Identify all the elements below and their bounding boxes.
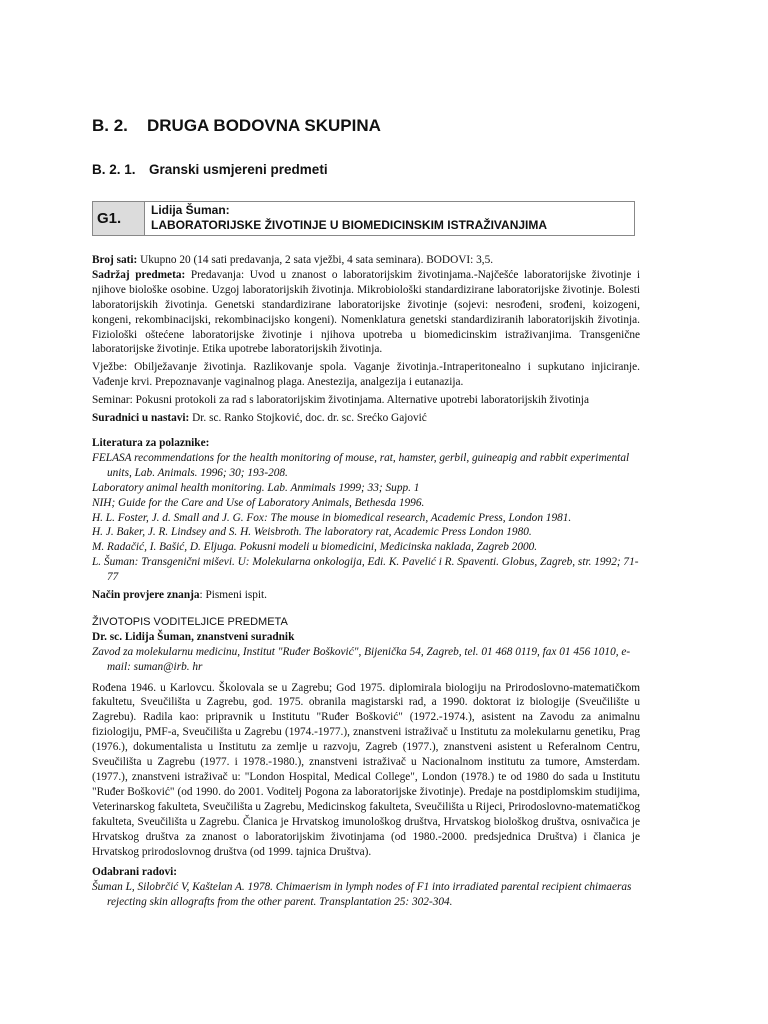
literature-item: L. Šuman: Transgenični miševi. U: Molekularna onkologija, Edi. K. Pavelić i R. Spaventi. Globus, Zagreb, str. 1992; 71-77 <box>92 556 639 584</box>
literature-item: NIH; Guide for the Care and Use of Laboratory Animals, Bethesda 1996. <box>92 496 425 509</box>
course-header-box <box>92 201 635 236</box>
assessment-paragraph <box>92 588 640 603</box>
associates-label: Suradnici u nastavi: <box>92 412 190 425</box>
hours-label: Broj sati: <box>92 254 138 266</box>
subsection-heading <box>92 162 328 177</box>
subsection-title: Granski usmjereni predmeti <box>149 162 328 177</box>
cv-bio: Rođena 1946. u Karlovcu. Školovala se u Zagrebu; God 1975. diplomirala biologiju na Prirodoslovno-matematičkom fakultetu, Sveučilišta u Zagrebu, god. 1975. obranila magistarski rad, a 1990. doktorat iz biologije (Sveučilište u Zagrebu). Radila kao: pripravnik u Institutu "Ruđer Bošković" (1972.-1974.), asistent na Zavodu za animalnu fiziologiju, PMF-a, Sveučilišta u Zagrebu (1974.-1977.), znanstveni istraživač u Institutu za molekularnu genetiku, Prag (1976.), dokumentalista u Institutu za zemlje u razvoju, Zagreb (1977.), znanstveni asistent u Referalnom Centru, Sveučilišta u Zagrebu (1977. i 1978.-1980.), znanstveni istraživač u Nacionalnom institutu za tumore, Amsterdam. (1977.), znanstveni istraživač u: "London Hospital, Medical College", London (1978.) te od 1980 do sada u Institutu "Ruđer Bošković" (od 1990. do 2001. Voditelj Pogona za laboratorijske životinje). Predaje na postdiplomskim studijima, Veterinarskog fakulteta, Sveučilišta u Zagrebu, Medicinskog fakulteta, Sveučilišta u Rijeci, Prirodoslovno-matematičkog fakulteta, Sveučilišta u Zagrebu. Članica je Hrvatskog imunološkog društva, Hrvatskog biološkog društva, osnivačica je Hrvatskog društva za znanost o laboratorijskim životinjama (od 1980.-2000. predsjednica Društva) i članica je Hrvatskog prirodoslovnog društva (od 1999. tajnica Društva). <box>92 681 640 858</box>
section-title: DRUGA BODOVNA SKUPINA <box>147 116 381 135</box>
course-lecturer: Lidija Šuman: <box>151 203 230 217</box>
cv-name: Dr. sc. Lidija Šuman, znanstveni suradnik <box>92 630 295 643</box>
course-info <box>145 202 634 235</box>
seminar-paragraph: Seminar: Pokusni protokoli za rad s laboratorijskim životinjama. Alternative upotrebi laboratorijskih životinja <box>92 394 589 407</box>
cv-address: Zavod za molekularnu medicinu, Institut "Ruđer Bošković", Bijenička 54, Zagreb, tel. 01 468 0119, fax 01 456 1010, e-mail: suman@irb. hr <box>92 645 631 673</box>
papers-heading: Odabrani radovi: <box>92 866 178 879</box>
literature-item: Laboratory animal health monitoring. Lab. Anmimals 1999; 33; Supp. 1 <box>92 481 420 494</box>
literature-item: FELASA recommendations for the health monitoring of mouse, rat, hamster, gerbil, guineapig and rabbit experimental units, Lab. Animals. 1996; 30; 193-208. <box>92 451 630 479</box>
assessment-text: : Pismeni ispit. <box>199 589 268 602</box>
content-paragraph <box>92 268 640 357</box>
associates-text: Dr. sc. Ranko Stojković, doc. dr. sc. Srećko Gajović <box>189 412 427 425</box>
subsection-number: B. 2. 1. <box>92 162 136 177</box>
content-label: Sadržaj predmeta: <box>92 268 186 281</box>
cv-heading: ŽIVOTOPIS VODITELJICE PREDMETA <box>92 615 288 628</box>
paper-item: Šuman L, Silobrčić V, Kaštelan A. 1978. Chimaerism in lymph nodes of F1 into irradiated parental recipient chimaeras rejecting skin allografts from the other parent. Transplantation 25: 302-304. <box>92 881 632 909</box>
literature-item: M. Radačić, I. Bašić, D. Eljuga. Pokusni modeli u biomedicini, Medicinska naklada, Zagreb 2000. <box>92 541 538 554</box>
literature-heading: Literatura za polaznike: <box>92 436 210 449</box>
exercises-paragraph: Vježbe: Obilježavanje životinja. Razlikovanje spola. Vaganje životinja.-Intraperitonealno i supkutano injiciranje. Vađenje krvi. Prepoznavanje vaginalnog plaga. Anestezija, analgezija i eutanazija. <box>92 361 640 389</box>
section-heading <box>92 116 381 136</box>
assessment-label: Način provjere znanja <box>92 589 200 602</box>
course-code: G1. <box>93 202 145 235</box>
hours-text: Ukupno 20 (14 sati predavanja, 2 sata vježbi, 4 sata seminara). BODOVI: 3,5. <box>137 254 494 266</box>
literature-item: H. J. Baker, J. R. Lindsey and S. H. Weisbroth. The laboratory rat, Academic Press London 1980. <box>92 526 532 539</box>
section-number: B. 2. <box>92 116 128 135</box>
associates-paragraph <box>92 411 640 426</box>
hours-paragraph <box>92 253 640 268</box>
content-text: Predavanja: Uvod u znanost o laboratorijskim životinjama.-Najčešće laboratorijske životinje i njihove biološke osobine. Uzgoj laboratorijskih životinja. Mikrobiološki standardizirane laboratorijske životinje. Bolesti laboratorijskih životinja. Genetski standardizirane laboratorijske životinje (sojevi: nesrođeni, srođeni, koizogeni, kongeni, rekombinacijski, rekombinacijsko kongeni). Nomenklatura genetski standardiziranih laboratorijskih životinja. Fiziološki oštećene laboratorijske životinje i njihova upotreba u biomedicinskim istraživanjima. Transgenične laboratorijske životinje. Etika upotrebe laboratorijskih životinja. <box>92 268 640 356</box>
course-body <box>92 253 640 910</box>
course-title: LABORATORIJSKE ŽIVOTINJE U BIOMEDICINSKIM ISTRAŽIVANJIMA <box>151 218 548 232</box>
literature-item: H. L. Foster, J. d. Small and J. G. Fox: The mouse in biomedical research, Academic Press, London 1981. <box>92 511 572 524</box>
